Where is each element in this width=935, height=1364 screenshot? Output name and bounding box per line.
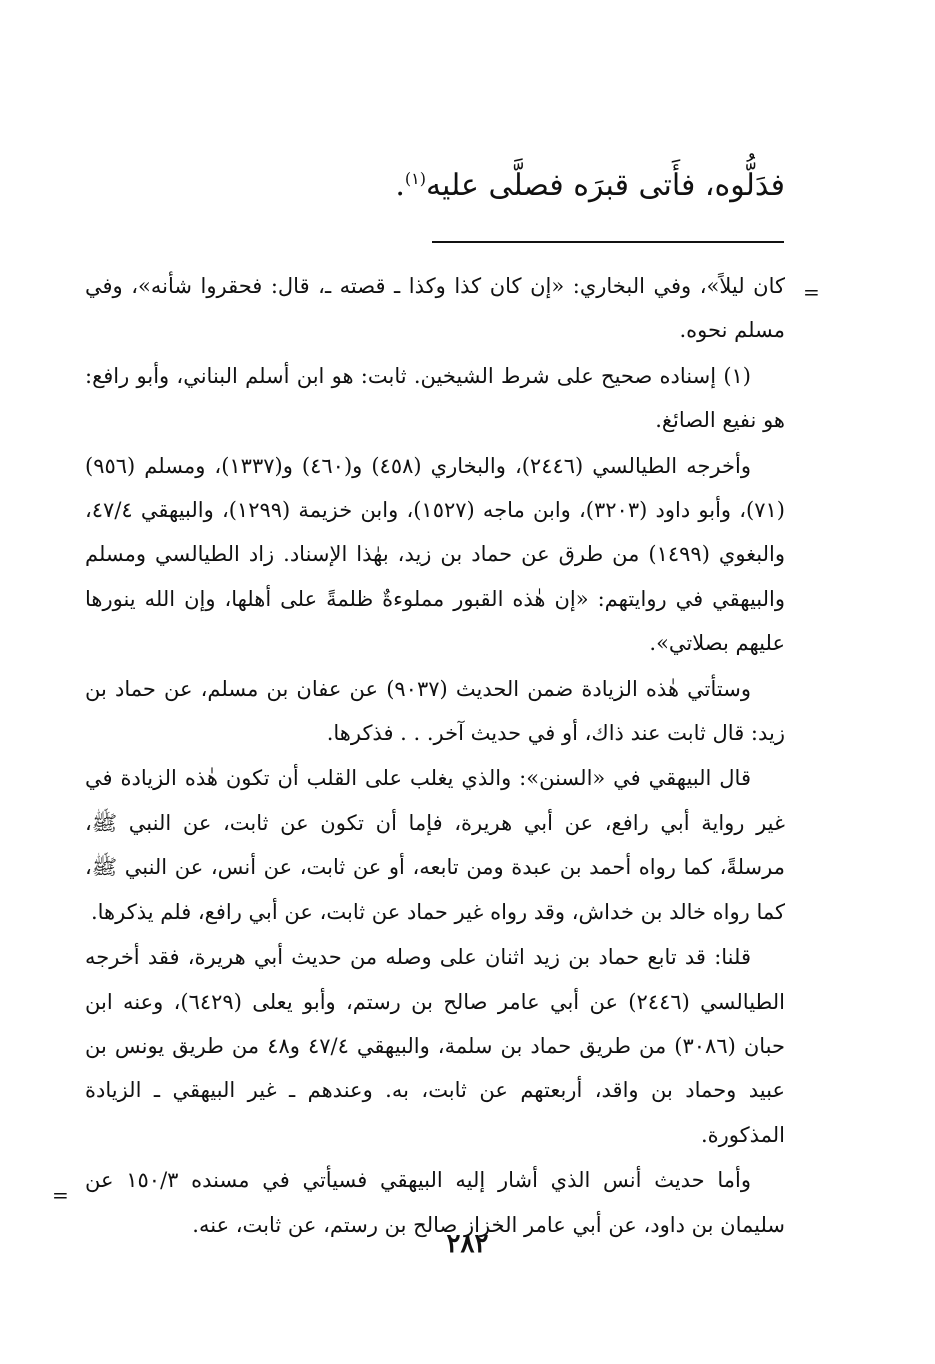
page-number: ٢٨٢ [446, 1229, 489, 1259]
footnote-continuation: كان ليلاً»، وفي البخاري: «إن كان كذا وكذا ـ قصته ـ، قال: فحقروا شأنه»، وفي مسلم نحوه. [85, 274, 785, 343]
footnote-ref: (١) [404, 169, 426, 188]
main-text [85, 160, 785, 212]
continuation-mark-top: = [803, 280, 820, 304]
main-text-end: . [395, 168, 405, 203]
main-text-body: فدَلُّوه، فأَتى قبرَه فصلَّى عليه [425, 168, 785, 203]
footnote-paragraph: وأما حديث أنس الذي أشار إليه البيهقي فسيأتي في مسنده ١٥٠/٣ عن سليمان بن داود، عن أبي عامر الخزاز صالح بن رستم، عن ثابت، عنه. [85, 1168, 785, 1237]
footnote-separator [432, 241, 784, 243]
footnote-paragraph: قلنا: قد تابع حماد بن زيد اثنان على وصله من حديث أبي هريرة، فقد أخرجه الطيالسي (٢٤٤٦) عن أبي عامر صالح بن رستم، وأبو يعلى (٦٤٢٩)، وعنه ابن حبان (٣٠٨٦) من طريق حماد بن سلمة، والبيهقي ٤٧/٤ و٤٨ من طريق يونس بن عبيد وحماد بن واقد، أربعتهم عن ثابت، به. وعندهم ـ غير البيهقي ـ الزيادة المذكورة. [85, 945, 785, 1147]
continuation-mark-bottom: = [52, 1183, 69, 1207]
footnote-paragraph: قال البيهقي في «السنن»: والذي يغلب على القلب أن تكون هٰذه الزيادة في غير رواية أبي رافع، عن أبي هريرة، فإما أن تكون عن ثابت، عن النبي ﷺ، مرسلةً، كما رواه أحمد بن عبدة ومن تابعه، أو عن ثابت، عن أنس، عن النبي ﷺ، كما رواه خالد بن خداش، وقد رواه غير حماد عن ثابت، عن أبي رافع، فلم يذكرها. [85, 766, 785, 924]
footnotes [85, 264, 785, 1248]
footnote-1: (١) إسناده صحيح على شرط الشيخين. ثابت: هو ابن أسلم البناني، وأبو رافع: هو نفيع الصائغ. [85, 363, 785, 433]
footnote-paragraph: وأخرجه الطيالسي (٢٤٤٦)، والبخاري (٤٥٨) و(٤٦٠) و(١٣٣٧)، ومسلم (٩٥٦) (٧١)، وأبو داود (٣٢٠٣)، وابن ماجه (١٥٢٧)، وابن خزيمة (١٢٩٩)، والبيهقي ٤٧/٤، والبغوي (١٤٩٩) من طرق عن حماد بن زيد، بهٰذا الإسناد. زاد الطيالسي ومسلم والبيهقي في روايتهم: «إن هٰذه القبور مملوءةٌ ظلمةً على أهلها، وإن الله ينورها عليهم بصلاتي». [85, 453, 786, 656]
footnote-paragraph: وستأتي هٰذه الزيادة ضمن الحديث (٩٠٣٧) عن عفان بن مسلم، عن حماد بن زيد: قال ثابت عند ذاك، أو في حديث آخر. . . فذكرها. [85, 676, 785, 746]
